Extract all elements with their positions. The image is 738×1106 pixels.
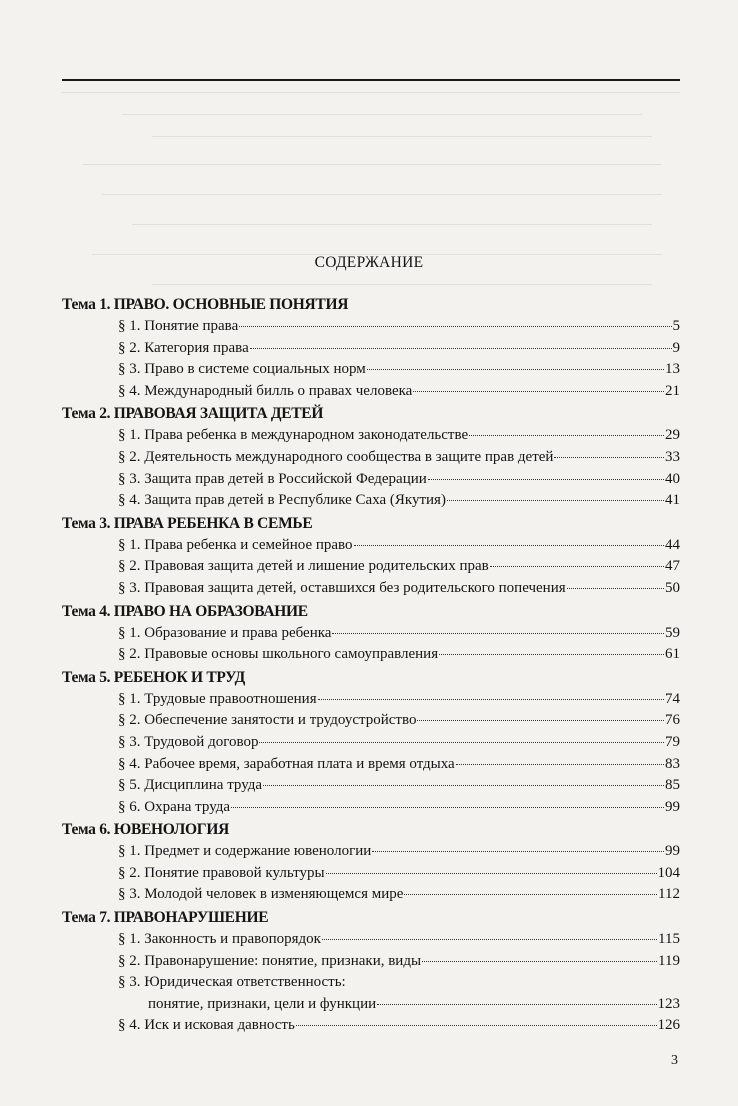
dot-leader bbox=[554, 457, 664, 458]
toc-topic-heading: Тема 1. ПРАВО. ОСНОВНЫЕ ПОНЯТИЯ bbox=[62, 296, 349, 313]
dot-leader bbox=[239, 326, 671, 327]
toc-entry bbox=[62, 754, 680, 776]
toc-entry-label: § 4. Иск и исковая давность bbox=[118, 1017, 295, 1034]
toc-entry-page: 104 bbox=[657, 864, 680, 881]
page-title: СОДЕРЖАНИЕ bbox=[314, 254, 424, 271]
toc-entry-label: § 4. Защита прав детей в Республике Саха (Якутия) bbox=[118, 492, 446, 509]
toc-topic-heading: Тема 5. РЕБЕНОК И ТРУД bbox=[62, 668, 246, 686]
toc-entry bbox=[62, 535, 680, 557]
toc-entry-label: § 2. Категория права bbox=[118, 339, 249, 356]
toc-entry bbox=[62, 556, 680, 578]
toc-entry bbox=[62, 689, 680, 711]
toc-entry-label: § 1. Понятие права bbox=[118, 318, 239, 334]
toc-entry-page: 61 bbox=[665, 646, 680, 663]
toc-entry bbox=[62, 710, 680, 732]
table-of-contents bbox=[62, 293, 680, 1037]
toc-entry-page: 126 bbox=[657, 1017, 680, 1034]
page-number: 3 bbox=[671, 1053, 678, 1068]
toc-entry-label: § 1. Права ребенка в международном законодательстве bbox=[118, 427, 469, 444]
dot-leader bbox=[439, 654, 664, 655]
dot-leader bbox=[367, 369, 664, 370]
toc-entry-label: § 1. Образование и права ребенка bbox=[118, 624, 332, 641]
toc-entry-page: 40 bbox=[665, 470, 680, 487]
toc-entry-label: § 2. Обеспечение занятости и трудоустройство bbox=[118, 712, 417, 729]
toc-topic-heading: Тема 2. ПРАВОВАЯ ЗАЩИТА ДЕТЕЙ bbox=[62, 405, 324, 423]
dot-leader bbox=[404, 894, 657, 895]
toc-entry bbox=[62, 447, 680, 469]
toc-entry bbox=[62, 797, 680, 819]
toc-topic-heading: Тема 4. ПРАВО НА ОБРАЗОВАНИЕ bbox=[62, 602, 308, 620]
toc-entry bbox=[62, 994, 680, 1016]
toc-entry-page: 85 bbox=[665, 777, 680, 794]
toc-entry-page: 21 bbox=[665, 382, 680, 399]
toc-entry-page: 50 bbox=[665, 579, 680, 596]
toc-entry-page: 13 bbox=[665, 361, 680, 378]
toc-entry bbox=[62, 775, 680, 797]
toc-entry-label: § 2. Правовые основы школьного самоуправления bbox=[118, 646, 439, 663]
toc-entry bbox=[62, 863, 680, 885]
toc-topic-heading: Тема 3. ПРАВА РЕБЕНКА В СЕМЬЕ bbox=[62, 514, 313, 532]
toc-entry-page: 41 bbox=[665, 492, 680, 509]
toc-topic-heading: Тема 7. ПРАВОНАРУШЕНИЕ bbox=[62, 909, 269, 927]
dot-leader bbox=[259, 742, 664, 743]
toc-entry bbox=[62, 929, 680, 951]
toc-entry bbox=[62, 841, 680, 863]
toc-entry-page: 115 bbox=[658, 931, 680, 948]
toc-entry bbox=[62, 316, 680, 338]
dot-leader bbox=[417, 720, 664, 721]
toc-entry-label: § 3. Трудовой договор bbox=[118, 733, 259, 750]
toc-entry bbox=[62, 578, 680, 600]
toc-entry-page: 119 bbox=[658, 952, 680, 969]
toc-entry-label: § 3. Правовая защита детей, оставшихся без родительского попечения bbox=[118, 579, 566, 596]
dot-leader bbox=[296, 1025, 657, 1026]
dot-leader bbox=[377, 1004, 656, 1005]
toc-entry-label: § 3. Защита прав детей в Российской Федерации bbox=[118, 470, 427, 487]
toc-entry-page: 99 bbox=[665, 798, 680, 815]
toc-entry bbox=[62, 623, 680, 645]
toc-entry-page: 5 bbox=[672, 318, 680, 334]
toc-entry-label: § 6. Охрана труда bbox=[118, 798, 231, 815]
dot-leader bbox=[263, 785, 664, 786]
toc-entry-label: § 2. Деятельность международного сообщества в защите прав детей bbox=[118, 448, 554, 465]
dot-leader bbox=[456, 764, 664, 765]
toc-entry-label: § 3. Юридическая ответственность: bbox=[118, 974, 346, 991]
toc-entry bbox=[62, 644, 680, 666]
toc-entry bbox=[62, 425, 680, 447]
toc-entry-label: § 4. Рабочее время, заработная плата и время отдыха bbox=[118, 755, 455, 772]
toc-entry-page: 76 bbox=[665, 712, 680, 729]
bleed-through-texture bbox=[62, 84, 680, 314]
dot-leader bbox=[322, 939, 657, 940]
dot-leader bbox=[469, 435, 664, 436]
toc-entry-label: § 1. Трудовые правоотношения bbox=[118, 690, 317, 707]
toc-entry bbox=[62, 359, 680, 381]
toc-entry-page: 47 bbox=[665, 558, 680, 575]
toc-topic-heading: Тема 6. ЮВЕНОЛОГИЯ bbox=[62, 821, 229, 839]
header-rule bbox=[62, 79, 680, 81]
toc-entry bbox=[62, 381, 680, 403]
dot-leader bbox=[422, 961, 657, 962]
dot-leader bbox=[231, 807, 664, 808]
dot-leader bbox=[318, 699, 664, 700]
dot-leader bbox=[354, 545, 664, 546]
toc-entry-page: 83 bbox=[665, 755, 680, 772]
toc-entry-label: § 1. Предмет и содержание ювенологии bbox=[118, 843, 372, 860]
toc-entry-page: 79 bbox=[665, 733, 680, 750]
toc-entry-label: § 2. Правонарушение: понятие, признаки, виды bbox=[118, 952, 422, 969]
toc-entry-label: § 2. Понятие правовой культуры bbox=[118, 864, 325, 881]
toc-entry-label: § 3. Право в системе социальных норм bbox=[118, 361, 366, 378]
toc-entry-label: § 1. Законность и правопорядок bbox=[118, 931, 321, 948]
dot-leader bbox=[428, 479, 664, 480]
toc-entry bbox=[62, 951, 680, 973]
toc-entry-page: 112 bbox=[658, 886, 680, 903]
dot-leader bbox=[413, 391, 664, 392]
toc-entry-label: § 3. Молодой человек в изменяющемся мире bbox=[118, 886, 404, 903]
toc-entry bbox=[62, 1015, 680, 1037]
toc-entry bbox=[62, 972, 680, 994]
toc-entry-page: 99 bbox=[665, 843, 680, 860]
dot-leader bbox=[372, 851, 664, 852]
toc-entry-page: 9 bbox=[672, 339, 680, 356]
toc-entry-page: 59 bbox=[665, 624, 680, 641]
toc-entry-page: 29 bbox=[665, 427, 680, 444]
toc-entry-label: § 5. Дисциплина труда bbox=[118, 777, 263, 794]
toc-entry-label: § 4. Международный билль о правах человека bbox=[118, 382, 413, 399]
dot-leader bbox=[332, 633, 664, 634]
toc-entry-page: 123 bbox=[657, 995, 680, 1012]
toc-entry bbox=[62, 490, 680, 512]
dot-leader bbox=[326, 873, 657, 874]
toc-entry bbox=[62, 469, 680, 491]
dot-leader bbox=[567, 588, 664, 589]
dot-leader bbox=[250, 348, 672, 349]
toc-entry-label: § 2. Правовая защита детей и лишение родительских прав bbox=[118, 558, 489, 575]
dot-leader bbox=[490, 566, 664, 567]
toc-entry bbox=[62, 338, 680, 360]
toc-entry-label: § 1. Права ребенка и семейное право bbox=[118, 536, 353, 553]
toc-entry-page: 44 bbox=[665, 536, 680, 553]
dot-leader bbox=[447, 500, 664, 501]
toc-entry bbox=[62, 732, 680, 754]
toc-entry-page: 33 bbox=[665, 448, 680, 465]
toc-entry bbox=[62, 884, 680, 906]
toc-entry-label: понятие, признаки, цели и функции bbox=[148, 995, 377, 1012]
toc-entry-page: 74 bbox=[665, 690, 680, 707]
